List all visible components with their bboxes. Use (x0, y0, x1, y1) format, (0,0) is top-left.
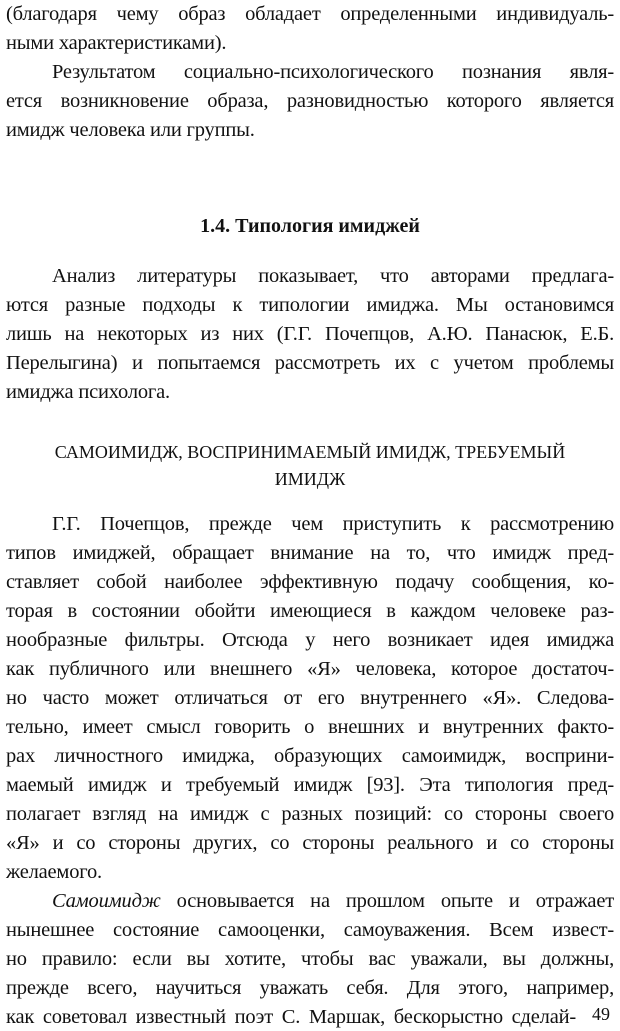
text-line: (благодаря чему образ обладает определенными индивидуаль- (6, 3, 614, 25)
text-line: Результатом социально-психологического познания явля- (52, 61, 614, 83)
text-line: типов имиджей, обращает внимание на то, что имидж пред- (6, 542, 614, 564)
text-line: имиджа психолога. (6, 381, 170, 403)
text-line (52, 887, 614, 915)
text-line: маемый имидж и требуемый имидж [93]. Эта типология пред- (6, 774, 614, 796)
text-line: ными характеристиками). (6, 32, 227, 54)
term-italic: Самоимидж (52, 890, 161, 912)
text-line: тельно, имеет смысл говорить о внешних и внутренних факто- (6, 716, 614, 738)
text-line: прежде всего, научиться уважать себя. Для этого, например, (6, 977, 614, 999)
subheading-line-2: ИМИДЖ (274, 469, 346, 489)
subheading-line-1: САМОИМИДЖ, ВОСПРИНИМАЕМЫЙ ИМИДЖ, ТРЕБУЕМЫЙ (54, 442, 566, 462)
text-line: «Я» и со стороны других, со стороны реального и со стороны (6, 832, 614, 854)
text-line: ставляет собой наиболее эффективную подачу сообщения, ко- (6, 571, 614, 593)
text-line: ются разные подходы к типологии имиджа. Мы остановимся (6, 294, 614, 316)
text-line: но часто может отличаться от его внутреннего «Я». Следова- (6, 687, 614, 709)
text-line: как публичного или внешнего «Я» человека, которое достаточ- (6, 658, 614, 680)
text-line: Перелыгина) и попытаемся рассмотреть их с учетом проблемы (6, 352, 614, 374)
text-line: лишь на некоторых из них (Г.Г. Почепцов, А.Ю. Панасюк, Е.Б. (6, 323, 614, 345)
text-line: Г.Г. Почепцов, прежде чем приступить к рассмотрению (52, 513, 614, 535)
text-line: желаемого. (6, 861, 102, 883)
text-span: основывается на прошлом опыте и отражает (160, 890, 614, 912)
text-line: торая в состоянии обойти имеющиеся в каждом человеке раз- (6, 600, 614, 622)
section-heading: 1.4. Типология имиджей (200, 215, 420, 237)
text-line: ется возникновение образа, разновидностью которого является (6, 90, 614, 112)
text-line: нообразные фильтры. Отсюда у него возникает идея имиджа (6, 629, 614, 651)
text-line: как советовал известный поэт С. Маршак, бескорыстно сделай- (6, 1006, 576, 1028)
text-line: рах личностного имиджа, образующих самоимидж, восприни- (6, 745, 614, 767)
text-line: Анализ литературы показывает, что авторами предлага- (52, 265, 614, 287)
text-line: нынешнее состояние самооценки, самоуважения. Всем извест- (6, 919, 614, 941)
text-line: полагает взгляд на имидж с разных позиций: со стороны своего (6, 803, 614, 825)
page-number: 49 (592, 1004, 610, 1024)
text-line: но правило: если вы хотите, чтобы вас уважали, вы должны, (6, 948, 614, 970)
text-line: имидж человека или группы. (6, 119, 255, 141)
